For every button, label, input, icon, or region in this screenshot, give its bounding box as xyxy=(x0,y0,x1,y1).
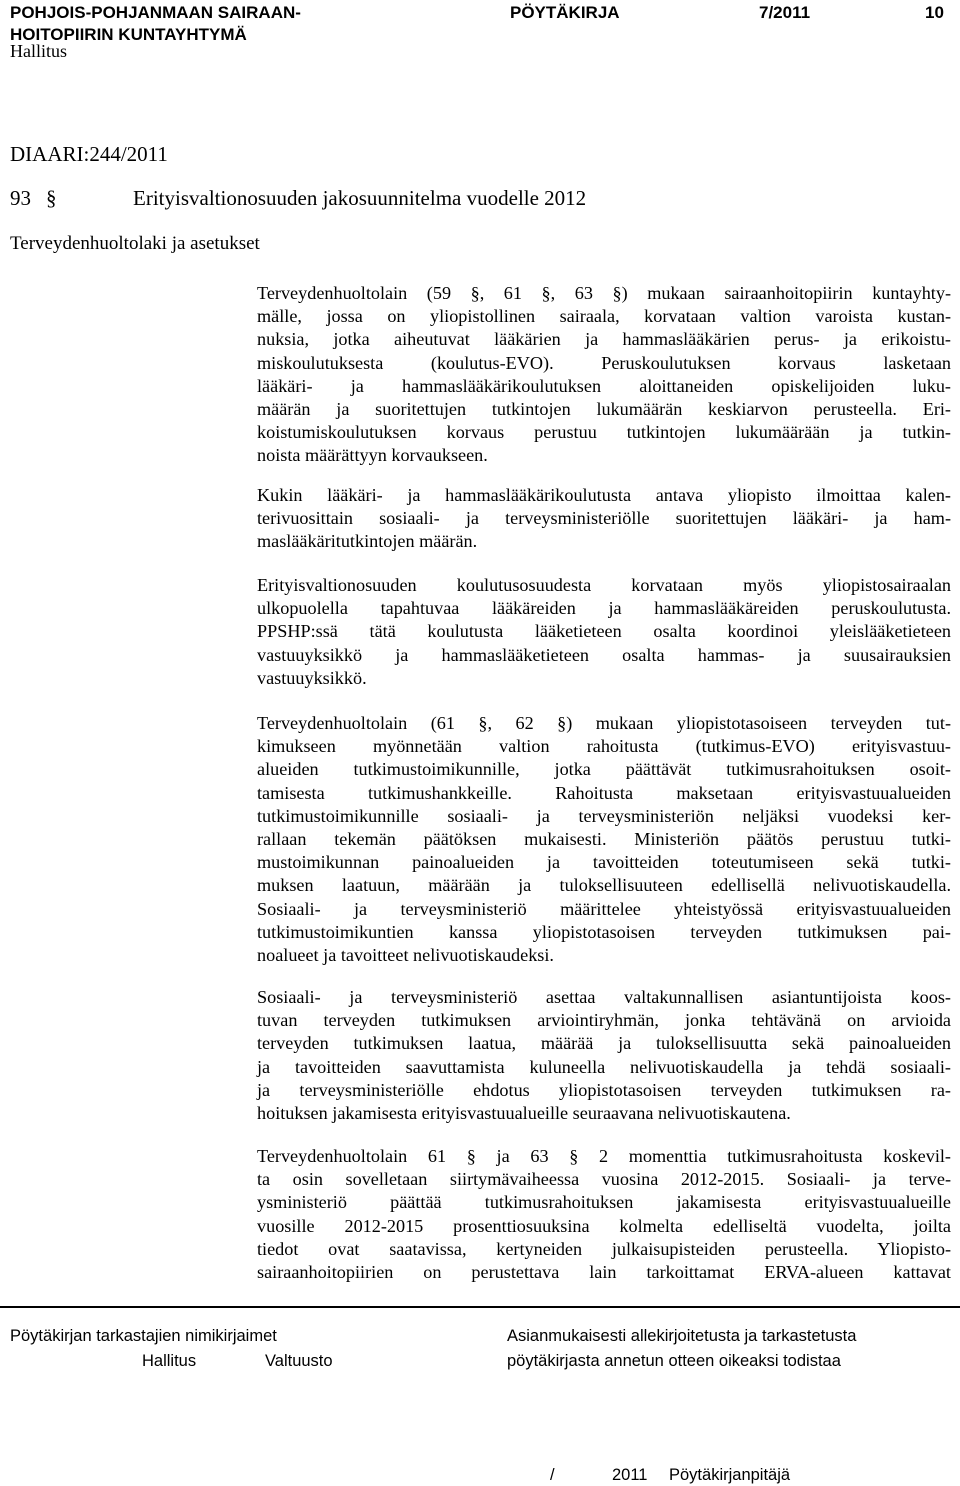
paragraph xyxy=(257,1145,951,1284)
paragraph-line: maslääkäritutkintojen määrän. xyxy=(257,531,478,552)
paragraph-line: vuosille 2012-2015 prosenttiosuuksina kolmelta edelliseltä vuodelta, joilta xyxy=(257,1215,951,1236)
paragraph xyxy=(257,712,951,967)
footer-certification-line2: pöytäkirjasta annetun otteen oikeaksi todistaa xyxy=(507,1352,841,1370)
paragraph-line: mustoimikunnan painoalueiden ja tavoitteiden toteutumiseen sekä tutki- xyxy=(257,852,951,873)
paragraph-line: Terveydenhuoltolain (59 §, 61 §, 63 §) mukaan sairaanhoitopiirin kuntayhty- xyxy=(257,283,951,303)
signature-date-slash: / xyxy=(550,1466,555,1484)
paragraph-line: kimukseen myönnetään valtion rahoitusta (tutkimus-EVO) erityisvastuu- xyxy=(257,736,951,757)
paragraph-line: alueiden tutkimustoimikunnille, jotka päättävät tutkimusrahoituksen osoit- xyxy=(257,759,951,780)
paragraph-line: ta osin sovelletaan siirtymävaiheessa vuosina 2012-2015. Sosiaali- ja terve- xyxy=(257,1169,951,1190)
paragraph-line: mälle, jossa on yliopistollinen sairaala, korvataan valtion varoista kustan- xyxy=(257,306,951,327)
section-number: 93 xyxy=(10,186,31,210)
org-name-line1: POHJOIS-POHJANMAAN SAIRAAN- xyxy=(10,3,301,22)
paragraph-line: Sosiaali- ja terveysministeriö asettaa valtakunnallisen asiantuntijoista koos- xyxy=(257,987,951,1007)
paragraph-line: miskoulutuksesta (koulutus-EVO). Peruskoulutuksen korvaus lasketaan xyxy=(257,352,951,373)
document-type: PÖYTÄKIRJA xyxy=(510,3,620,22)
paragraph-line: rallaan tekemän päätöksen mukaisesti. Ministeriön päätös perustuu tutki- xyxy=(257,828,951,849)
signature-label: Pöytäkirjanpitäjä xyxy=(669,1466,791,1484)
paragraph-line: ja tavoitteiden saavuttamista kuluneella nelivuotiskaudella ja tehdä sosiaali- xyxy=(257,1056,951,1077)
paragraph-line: PPSHP:ssä tätä koulutusta lääketieteen osalta koordinoi yleislääketieteen xyxy=(257,621,951,642)
paragraph-line: noalueet ja tavoitteet nelivuotiskaudeksi. xyxy=(257,944,554,965)
section-title: Erityisvaltionosuuden jakosuunnitelma vuodelle 2012 xyxy=(133,186,587,210)
paragraph-line: lääkäri- ja hammaslääkärikoulutuksen aloittaneiden opiskelijoiden luku- xyxy=(257,375,951,396)
paragraph-line: tutkimustoimikuntien kanssa yliopistotasoisen terveyden tutkimuksen pai- xyxy=(257,921,951,942)
footer-certification-line1: Asianmukaisesti allekirjoitetusta ja tarkastetusta xyxy=(507,1327,857,1345)
signature-year: 2011 xyxy=(612,1466,648,1484)
org-name-line2: HOITOPIIRIN KUNTAYHTYMÄ xyxy=(10,25,247,44)
paragraph-line: tuvan terveyden tutkimuksen arviointiryhmän, jonka tehtävänä on arvioida xyxy=(257,1010,951,1031)
footer-inspectors-board: Hallitus xyxy=(142,1352,197,1370)
paragraph xyxy=(257,282,951,468)
paragraph xyxy=(257,484,951,554)
paragraph-line: Terveydenhuoltolain 61 § ja 63 § 2 momenttia tutkimusrahoitusta koskevil- xyxy=(257,1146,951,1166)
footer-divider xyxy=(0,1306,960,1308)
paragraph-line: Kukin lääkäri- ja hammaslääkärikoulutusta antava yliopisto ilmoittaa kalen- xyxy=(257,485,951,505)
paragraph-line: Erityisvaltionosuuden koulutusosuudesta korvataan myös yliopistosairaalan xyxy=(257,575,951,595)
paragraph-line: nuksia, jotka aiheutuvat lääkärien ja hammaslääkärien perus- ja erikoistu- xyxy=(257,329,951,350)
paragraph-line: Sosiaali- ja terveysministeriö määrittelee yhteistyössä erityisvastuualueiden xyxy=(257,898,951,919)
paragraph xyxy=(257,986,951,1125)
paragraph-line: sairaanhoitopiirien on perustettava lain tarkoittamat ERVA-alueen kattavat xyxy=(257,1261,951,1282)
paragraph-line: tamisesta tutkimushankkeille. Rahoitusta maksetaan erityisvastuualueiden xyxy=(257,782,951,803)
section-symbol: § xyxy=(46,186,57,210)
paragraph-line: noista määrättyyn korvaukseen. xyxy=(257,445,488,466)
paragraph-line: ja terveysministeriölle ehdotus yliopistotasoisen terveyden tutkimuksen ra- xyxy=(257,1079,951,1100)
paragraph-line: ysministeriö päättää tutkimusrahoituksen jakamisesta erityisvastuualueille xyxy=(257,1192,951,1213)
paragraph-line: vastuuyksikkö. xyxy=(257,667,367,688)
paragraph-line: koistumiskoulutuksen korvaus perustuu tutkintojen lukumäärään ja tutkin- xyxy=(257,422,951,443)
paragraph-line: tiedot ovat saatavissa, kertyneiden julkaisupisteiden perusteella. Yliopisto- xyxy=(257,1238,951,1259)
paragraph-line: määrän ja suoritettujen tutkintojen lukumäärän keskiarvon perusteella. Eri- xyxy=(257,398,951,419)
paragraph-line: muksen laatuun, määrään ja tuloksellisuuteen edellisellä nelivuotiskaudella. xyxy=(257,875,951,896)
document-number: 7/2011 xyxy=(759,3,811,22)
paragraph xyxy=(257,574,951,690)
diaari-number: DIAARI:244/2011 xyxy=(10,142,168,166)
paragraph-line: ulkopuolella tapahtuvaa lääkäreiden ja hammaslääkäreiden peruskoulutusta. xyxy=(257,598,951,619)
subheading: Terveydenhuoltolaki ja asetukset xyxy=(10,233,260,254)
paragraph-line: Terveydenhuoltolain (61 §, 62 §) mukaan yliopistotasoiseen terveyden tut- xyxy=(257,713,951,733)
board-name: Hallitus xyxy=(10,41,67,61)
paragraph-line: terivuosittain sosiaali- ja terveysministeriölle suoritettujen lääkäri- ja ham- xyxy=(257,508,951,529)
paragraph-line: vastuuyksikkö ja hammaslääketieteen osalta hammas- ja suusairauksien xyxy=(257,644,951,665)
footer-inspectors-council: Valtuusto xyxy=(265,1352,333,1370)
paragraph-line: terveyden tutkimuksen laatua, määrää ja tuloksellisuutta sekä painoalueiden xyxy=(257,1033,951,1054)
paragraph-line: hoituksen jakamisesta erityisvastuualueille seuraavana nelivuotiskautena. xyxy=(257,1102,791,1123)
page-number: 10 xyxy=(925,3,944,22)
footer-inspectors-title: Pöytäkirjan tarkastajien nimikirjaimet xyxy=(10,1327,277,1345)
paragraph-line: tutkimustoimikunnille sosiaali- ja terveysministeriön neljäksi vuodeksi ker- xyxy=(257,805,951,826)
